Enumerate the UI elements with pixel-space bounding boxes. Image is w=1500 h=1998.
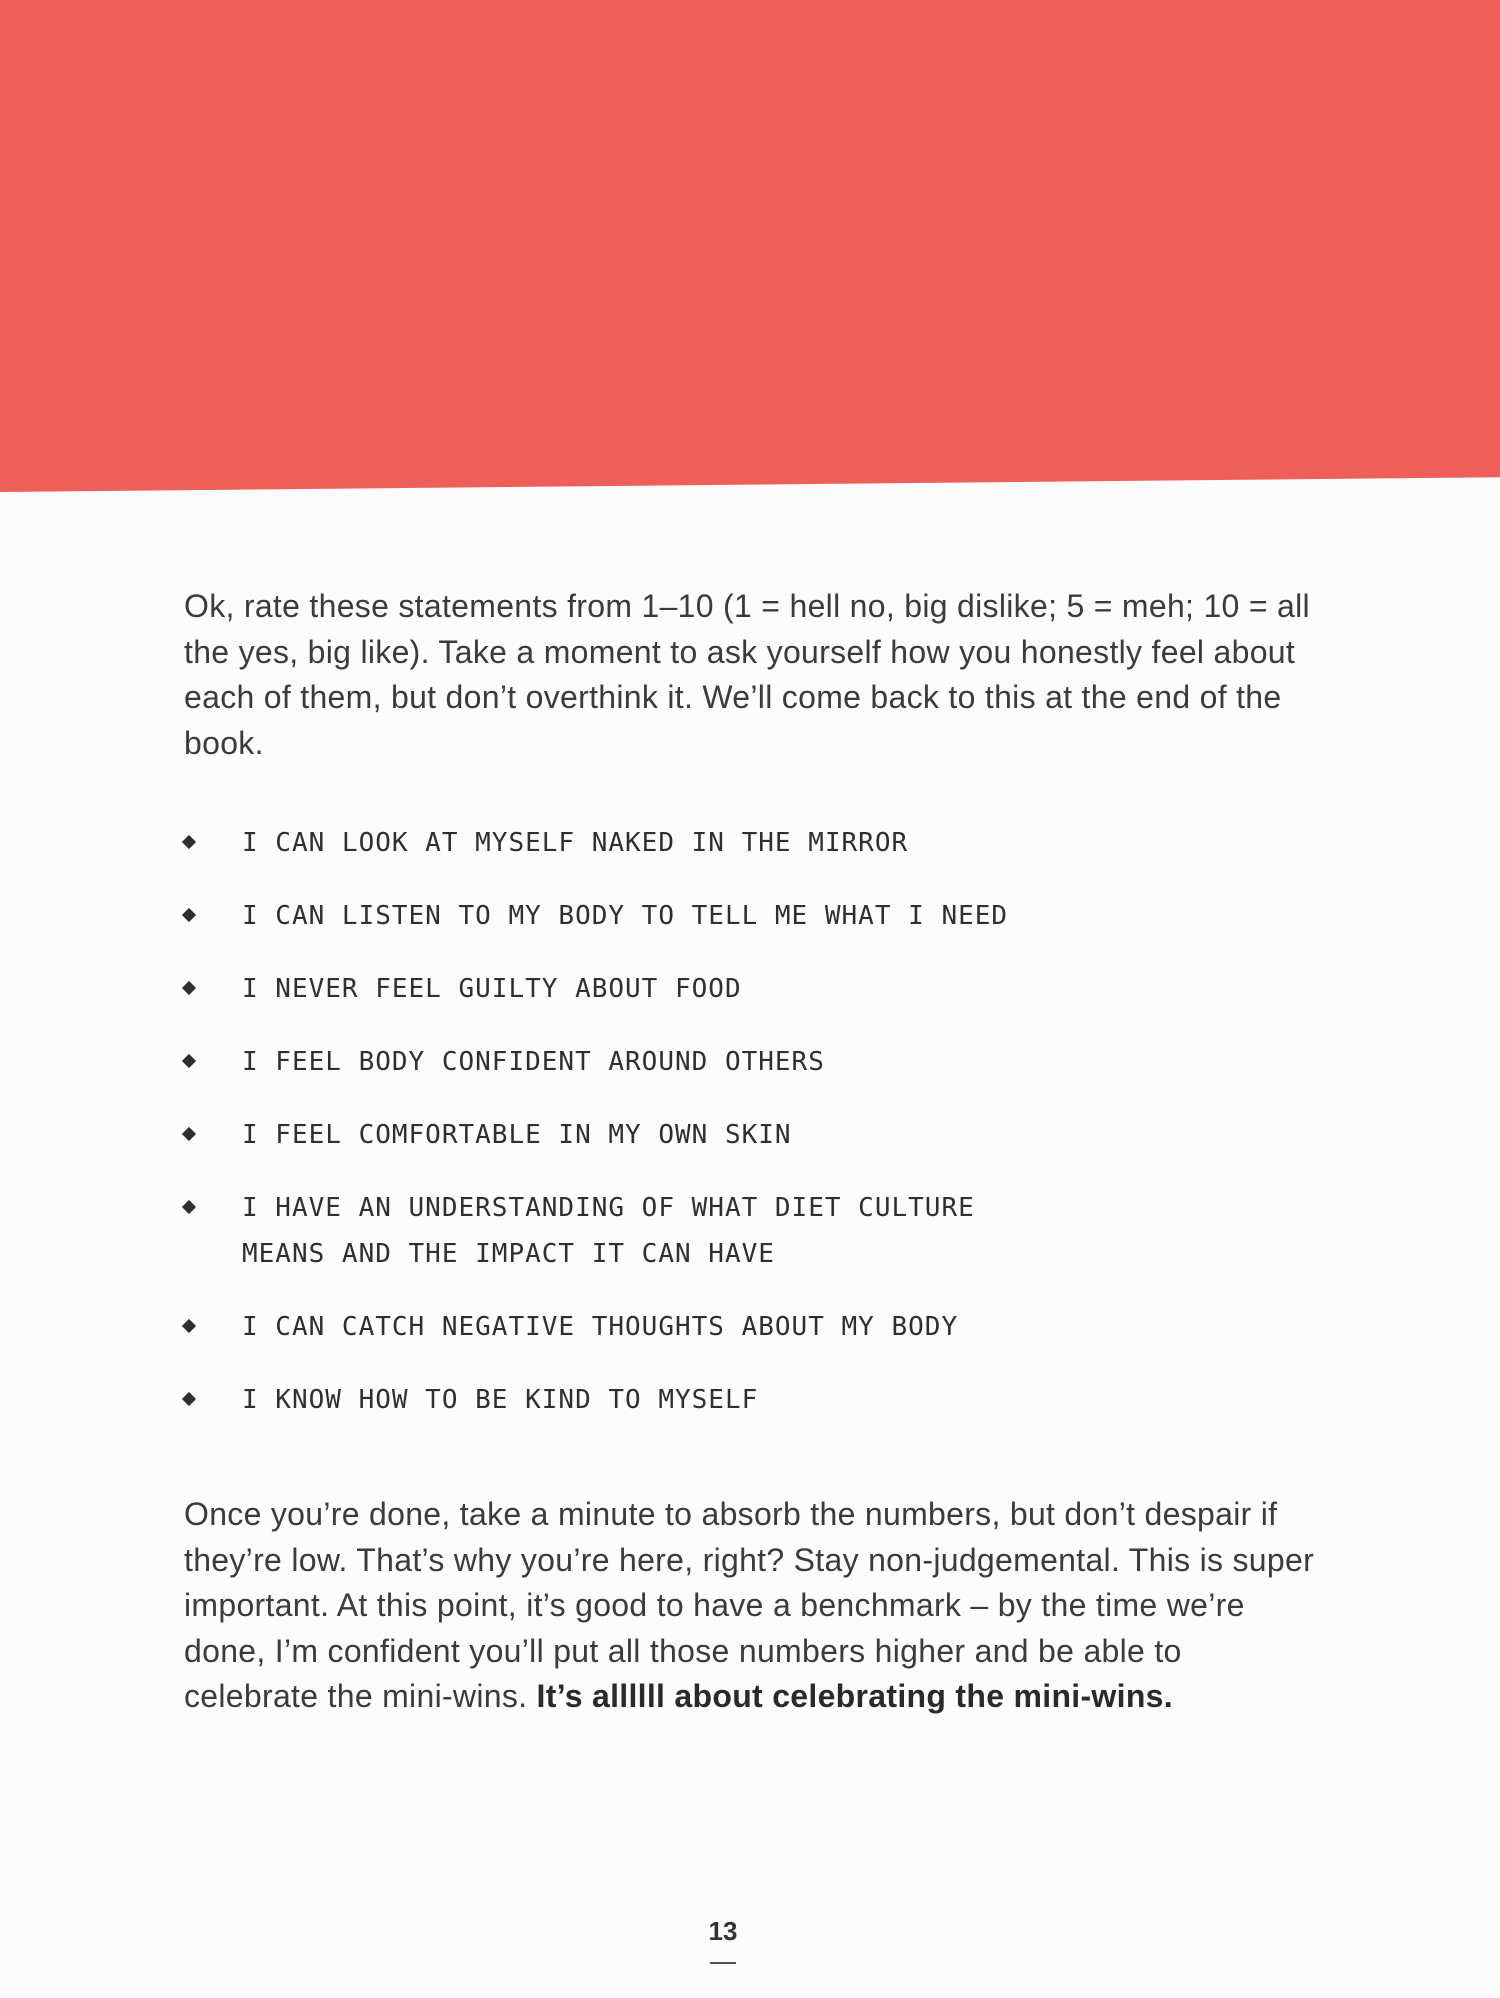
page-number: 13 [708, 1916, 738, 1946]
diamond-bullet-icon [182, 908, 196, 922]
diamond-bullet-icon [182, 835, 196, 849]
statement-item [184, 1039, 1324, 1085]
statement-item [184, 1112, 1324, 1158]
diamond-bullet-icon [182, 981, 196, 995]
statement-text: I HAVE AN UNDERSTANDING OF WHAT DIET CULTURE MEANS AND THE IMPACT IT CAN HAVE [242, 1193, 975, 1269]
statement-item [184, 966, 1324, 1012]
statement-text: I KNOW HOW TO BE KIND TO MYSELF [242, 1385, 759, 1415]
statement-text: I NEVER FEEL GUILTY ABOUT FOOD [242, 974, 742, 1004]
intro-paragraph: Ok, rate these statements from 1–10 (1 = hell no, big dislike; 5 = meh; 10 = all the yes, big like). Take a moment to ask yourself how you honestly feel about each of them, but don’t overthink it. We’ll come back to this at the end of the book. [184, 588, 1310, 761]
statement-text: I CAN CATCH NEGATIVE THOUGHTS ABOUT MY BODY [242, 1312, 959, 1342]
diamond-bullet-icon [182, 1127, 196, 1141]
statement-text: I FEEL BODY CONFIDENT AROUND OTHERS [242, 1047, 825, 1077]
statement-text: I FEEL COMFORTABLE IN MY OWN SKIN [242, 1120, 792, 1150]
outro-emphasis: It’s allllll about celebrating the mini-wins. [536, 1678, 1173, 1714]
outro-paragraph [184, 1492, 1324, 1720]
diamond-bullet-icon [182, 1319, 196, 1333]
diamond-bullet-icon [182, 1200, 196, 1214]
statement-item [184, 1185, 1062, 1277]
statement-list [184, 820, 1324, 1450]
statement-text: I CAN LISTEN TO MY BODY TO TELL ME WHAT I NEED [242, 901, 1009, 931]
page-number-rule [710, 1962, 736, 1964]
red-header-banner [0, 0, 1500, 492]
statement-item [184, 893, 1324, 939]
outro-text: Once you’re done, take a minute to absorb the numbers, but don’t despair if they’re low. That’s why you’re here, right? Stay non-judgemental. This is super important. At this point, it’s good to have a benchmark – by the time we’re done, I’m confident you’ll put all those numbers higher and be able to celebrate the mini-wins. [184, 1496, 1315, 1714]
diamond-bullet-icon [182, 1054, 196, 1068]
statement-item [184, 1377, 1324, 1423]
statement-item [184, 1304, 1324, 1350]
statement-text: I CAN LOOK AT MYSELF NAKED IN THE MIRROR [242, 828, 909, 858]
statement-item [184, 820, 1324, 866]
diamond-bullet-icon [182, 1392, 196, 1406]
